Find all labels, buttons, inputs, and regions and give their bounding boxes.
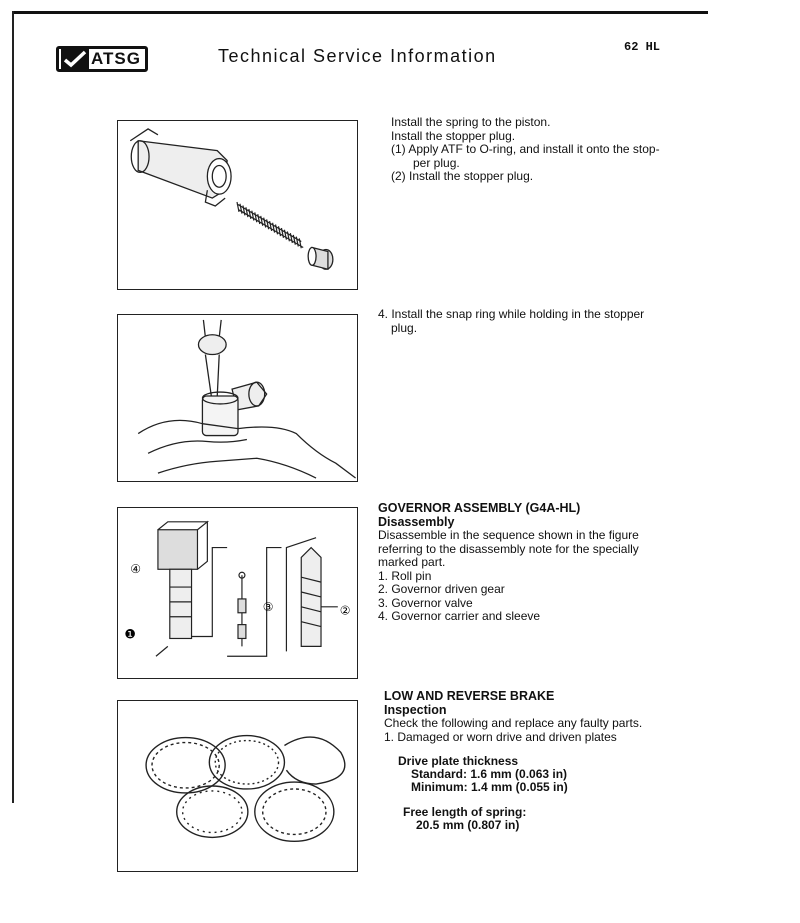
- logo-text: ATSG: [91, 49, 141, 68]
- spring-coil: [249, 209, 251, 219]
- instruction-line: per plug.: [413, 155, 460, 170]
- spring-coil: [287, 231, 289, 241]
- step-item: 2. Governor driven gear: [378, 582, 505, 596]
- instruction-line: plug.: [391, 320, 418, 335]
- spring-coil: [293, 235, 295, 245]
- spring-coil: [252, 211, 254, 221]
- page-title: Technical Service Information: [218, 46, 497, 66]
- section-subheading: Inspection: [384, 702, 447, 717]
- callout-1: ❶: [124, 627, 136, 643]
- brake-section: [384, 690, 674, 832]
- spring-coil: [255, 212, 257, 222]
- spring-coil: [273, 223, 275, 233]
- section-subheading: Disassembly: [378, 514, 455, 529]
- callout-2: ②: [339, 603, 351, 618]
- spring-coil: [240, 204, 242, 214]
- spring-coil: [284, 230, 286, 240]
- spring-coil: [296, 237, 298, 247]
- spring-coil: [267, 219, 269, 229]
- body-line: Disassemble in the sequence shown in the figure: [378, 528, 639, 542]
- body-line: referring to the disassembly note for the specially: [378, 541, 639, 556]
- instruction-line: (1) Apply ATF to O-ring, and install it onto the stop-: [391, 142, 660, 156]
- spring-coil: [270, 221, 272, 231]
- body-line: 1. Damaged or worn drive and driven plates: [384, 729, 617, 744]
- body-line: marked part.: [378, 555, 446, 569]
- callout-3: ③: [262, 599, 274, 614]
- governor-section: [378, 502, 668, 624]
- spec-standard: Standard: 1.6 mm (0.063 in): [411, 767, 568, 781]
- spec-minimum: Minimum: 1.4 mm (0.055 in): [411, 780, 568, 794]
- instruction-line: (2) Install the stopper plug.: [391, 169, 534, 183]
- section-heading: LOW AND REVERSE BRAKE: [384, 689, 555, 703]
- spec-title: Drive plate thickness: [398, 754, 519, 768]
- step-item: 4. Governor carrier and sleeve: [378, 609, 541, 623]
- spring-coil: [299, 238, 301, 248]
- spring-coil: [281, 228, 283, 238]
- page-top-rule: [12, 11, 708, 14]
- spring-coil: [279, 226, 281, 236]
- spring-value: 20.5 mm (0.807 in): [416, 818, 520, 832]
- spring-coil: [237, 202, 239, 212]
- checkmark-icon: [61, 49, 89, 69]
- atsg-logo: [56, 46, 148, 72]
- step-item: 1. Roll pin: [378, 568, 432, 583]
- callout-4: ④: [130, 562, 141, 577]
- page-number: 62 HL: [624, 40, 661, 54]
- spring-coil: [290, 233, 292, 243]
- plates-figure: [117, 700, 358, 872]
- stopper-plug-figure: [117, 120, 358, 290]
- step-item: 3. Governor valve: [378, 595, 473, 610]
- section-heading: GOVERNOR ASSEMBLY (G4A-HL): [378, 501, 581, 515]
- snap-ring-figure: [117, 314, 358, 482]
- spring-coil: [243, 205, 245, 215]
- spring-title: Free length of spring:: [403, 805, 527, 819]
- snap-ring-instructions: [378, 308, 668, 335]
- instruction-line: Install the spring to the piston.: [391, 115, 551, 129]
- spring-coil: [276, 225, 278, 235]
- spring-coil: [264, 218, 266, 228]
- spring-coil: [246, 207, 248, 217]
- spring-coil: [258, 214, 260, 224]
- stopper-plug-instructions: [391, 116, 671, 184]
- instruction-line: Install the stopper plug.: [391, 128, 516, 143]
- governor-figure: [117, 507, 358, 679]
- page-left-rule: [12, 11, 14, 803]
- spring-coil: [261, 216, 263, 226]
- body-line: Check the following and replace any faulty parts.: [384, 716, 643, 730]
- instruction-line: 4. Install the snap ring while holding in the stopper: [378, 307, 645, 321]
